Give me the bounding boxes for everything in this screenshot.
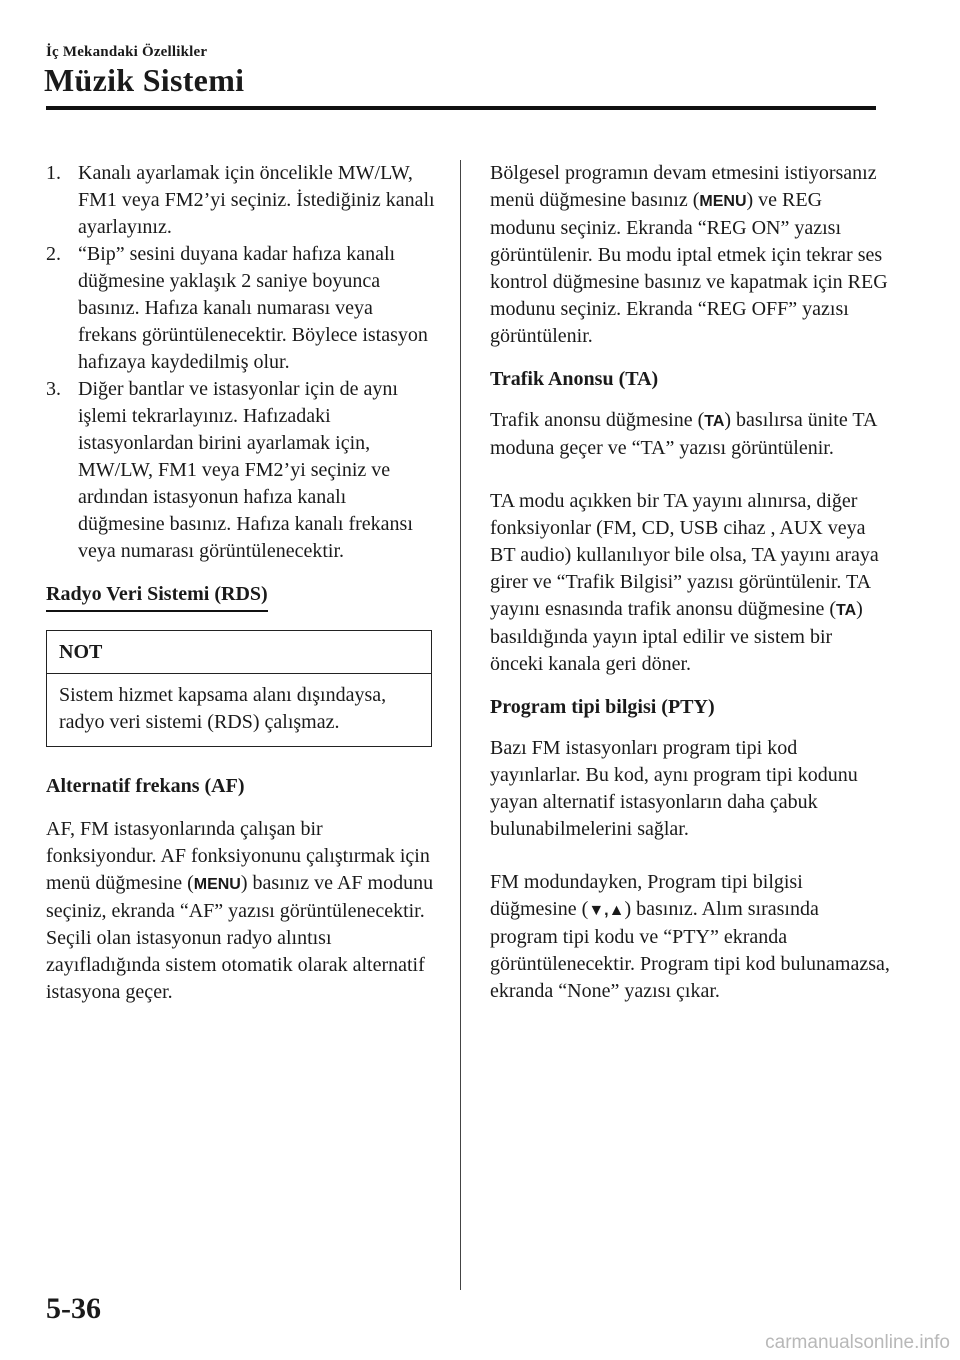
- step-item: [46, 241, 436, 376]
- reg-paragraph: [490, 160, 890, 350]
- af-paragraph: [46, 816, 436, 1006]
- rds-heading: Radyo Veri Sistemi (RDS): [46, 581, 268, 612]
- title-rule: [46, 106, 876, 110]
- right-column: [490, 160, 890, 1005]
- pty-heading: Program tipi bilgisi (PTY): [490, 696, 715, 718]
- ta2-text-end: ) basıldığında yayın iptal edilir ve sistem bir önceki kanala geri döner.: [490, 598, 863, 675]
- left-column: [46, 160, 436, 1006]
- ta-paragraph-2: [490, 488, 890, 678]
- step-item: [46, 160, 436, 241]
- pty2-text-end: ) basınız. Alım sırasında program tipi kodu ve “PTY” ekranda görüntülenecektir. Program tipi kod bulunamazsa, ekranda “None” yazısı çıkar.: [490, 898, 890, 1002]
- ta-key: TA: [704, 413, 725, 430]
- page-title: Müzik Sistemi: [44, 62, 245, 98]
- note-body: Sistem hizmet kapsama alanı dışındaysa, radyo veri sistemi (RDS) çalışmaz.: [59, 684, 387, 733]
- ta-paragraph: [490, 407, 890, 462]
- note-title: NOT: [47, 631, 431, 674]
- reg-text-end: ) ve REG modunu seçiniz. Ekranda “REG ON” yazısı görüntülenir. Bu modu iptal etmek için tekrar ses kontrol düğmesine basınız ve kapatmak için REG modunu seçiniz. Ekranda “REG OFF” yazısı görüntülenir.: [490, 189, 888, 347]
- menu-key: MENU: [699, 193, 747, 210]
- watermark: carmanualsonline.info: [765, 1332, 950, 1353]
- reg-text-start: Bölgesel programın devam etmesini istiyorsanız menü düğmesine basınız (: [490, 162, 877, 211]
- af-text-start: AF, FM istasyonlarında çalışan bir fonksiyondur. AF fonksiyonunu çalıştırmak için menü düğmesine (: [46, 818, 430, 894]
- pty-paragraph: Bazı FM istasyonları program tipi kod yayınlarlar. Bu kod, aynı program tipi kodunu yayan alternatif istasyonların daha çabuk bulunabilmelerini sağlar.: [490, 737, 858, 840]
- steps-list: [46, 160, 436, 565]
- af-heading: Alternatif frekans (AF): [46, 775, 245, 797]
- page-number: 5-36: [46, 1292, 101, 1325]
- menu-key: MENU: [193, 876, 241, 893]
- pty2-text-start: FM modundayken, Program tipi bilgisi düğmesine (: [490, 871, 803, 920]
- ta2-text-start: TA modu açıkken bir TA yayını alınırsa, diğer fonksiyonlar (FM, CD, USB cihaz , AUX veya BT audio) kullanılıyor bile olsa, TA yayını araya girer ve “Trafik Bilgisi” yazısı görüntülenir. TA yayını esnasında trafik anonsu düğmesine (: [490, 490, 879, 620]
- step-item: [46, 376, 436, 565]
- ta-heading: Trafik Anonsu (TA): [490, 368, 659, 390]
- section-label: İç Mekandaki Özellikler: [46, 44, 208, 60]
- ta-key: TA: [836, 602, 857, 619]
- note-box: [46, 630, 432, 747]
- arrow-keys: ▼,▲: [588, 902, 625, 919]
- ta-text-end: ) basılırsa ünite TA moduna geçer ve “TA” yazısı görüntülenir.: [490, 409, 877, 459]
- step-number: 3.: [46, 378, 61, 400]
- step-number: 1.: [46, 162, 61, 184]
- step-number: 2.: [46, 243, 61, 265]
- ta-text-start: Trafik anonsu düğmesine (: [490, 409, 705, 431]
- column-divider: [460, 160, 461, 1290]
- step-text: Diğer bantlar ve istasyonlar için de aynı işlemi tekrarlayınız. Hafızadaki istasyonlardan birini ayarlamak için, MW/LW, FM1 veya FM2’yi seçiniz ve ardından istasyonun hafıza kanalı düğmesine basınız. Hafıza kanalı frekansı veya numarası görüntülenecektir.: [78, 378, 413, 562]
- step-text: Kanalı ayarlamak için öncelikle MW/LW, FM1 veya FM2’yi seçiniz. İstediğiniz kanalı ayarlayınız.: [78, 162, 435, 238]
- af-text-end: ) basınız ve AF modunu seçiniz, ekranda “AF” yazısı görüntülenecektir. Seçili olan istasyonun radyo alıntısı zayıfladığında sistem otomatik olarak alternatif istasyona geçer.: [46, 872, 434, 1003]
- step-text: “Bip” sesini duyana kadar hafıza kanalı düğmesine yaklaşık 2 saniye boyunca basınız. Hafıza kanalı numarası veya frekans görüntülenecektir. Böylece istasyon hafızaya kaydedilmiş olur.: [78, 243, 428, 373]
- pty-paragraph-2: [490, 869, 890, 1005]
